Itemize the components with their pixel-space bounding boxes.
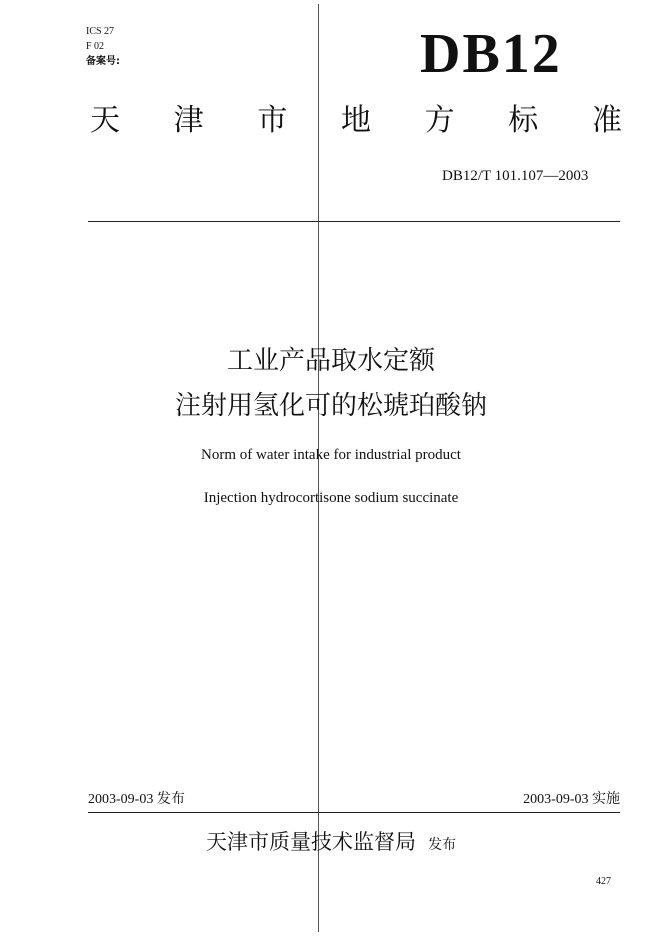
standard-logo: DB12 [420,23,562,85]
publisher-action: 发布 [428,837,456,853]
publisher [0,832,662,853]
implementation-date: 2003-09-03 实施 [523,792,620,807]
publisher-name: 天津市质量技术监督局 [206,830,416,854]
chinese-title-line-1: 工业产品取水定额 [226,346,435,376]
category-code: F 02 [86,41,105,52]
standard-number: DB12/T 101.107—2003 [442,168,589,184]
record-number-label: 备案号: [86,56,120,67]
english-title-line-1: Norm of water intake for industrial product [201,447,461,463]
scan-fold-line [318,4,319,932]
title-char: 准 [591,103,622,138]
standard-type-title [90,103,622,138]
ics-code: ICS 27 [86,26,115,37]
header-divider [88,221,620,222]
title-char: 地 [340,103,371,138]
title-char: 方 [424,103,455,138]
title-char: 天 [90,103,120,138]
chinese-title-line-2: 注射用氢化可的松琥珀酸钠 [174,391,487,421]
footer-divider [88,812,620,813]
title-char: 标 [508,103,539,138]
issue-date: 2003-09-03 发布 [88,792,185,807]
title-char: 津 [173,103,204,138]
english-title-line-2: Injection hydrocortisone sodium succinate [203,490,459,506]
page-number: 427 [596,876,611,887]
title-char: 市 [257,103,288,138]
